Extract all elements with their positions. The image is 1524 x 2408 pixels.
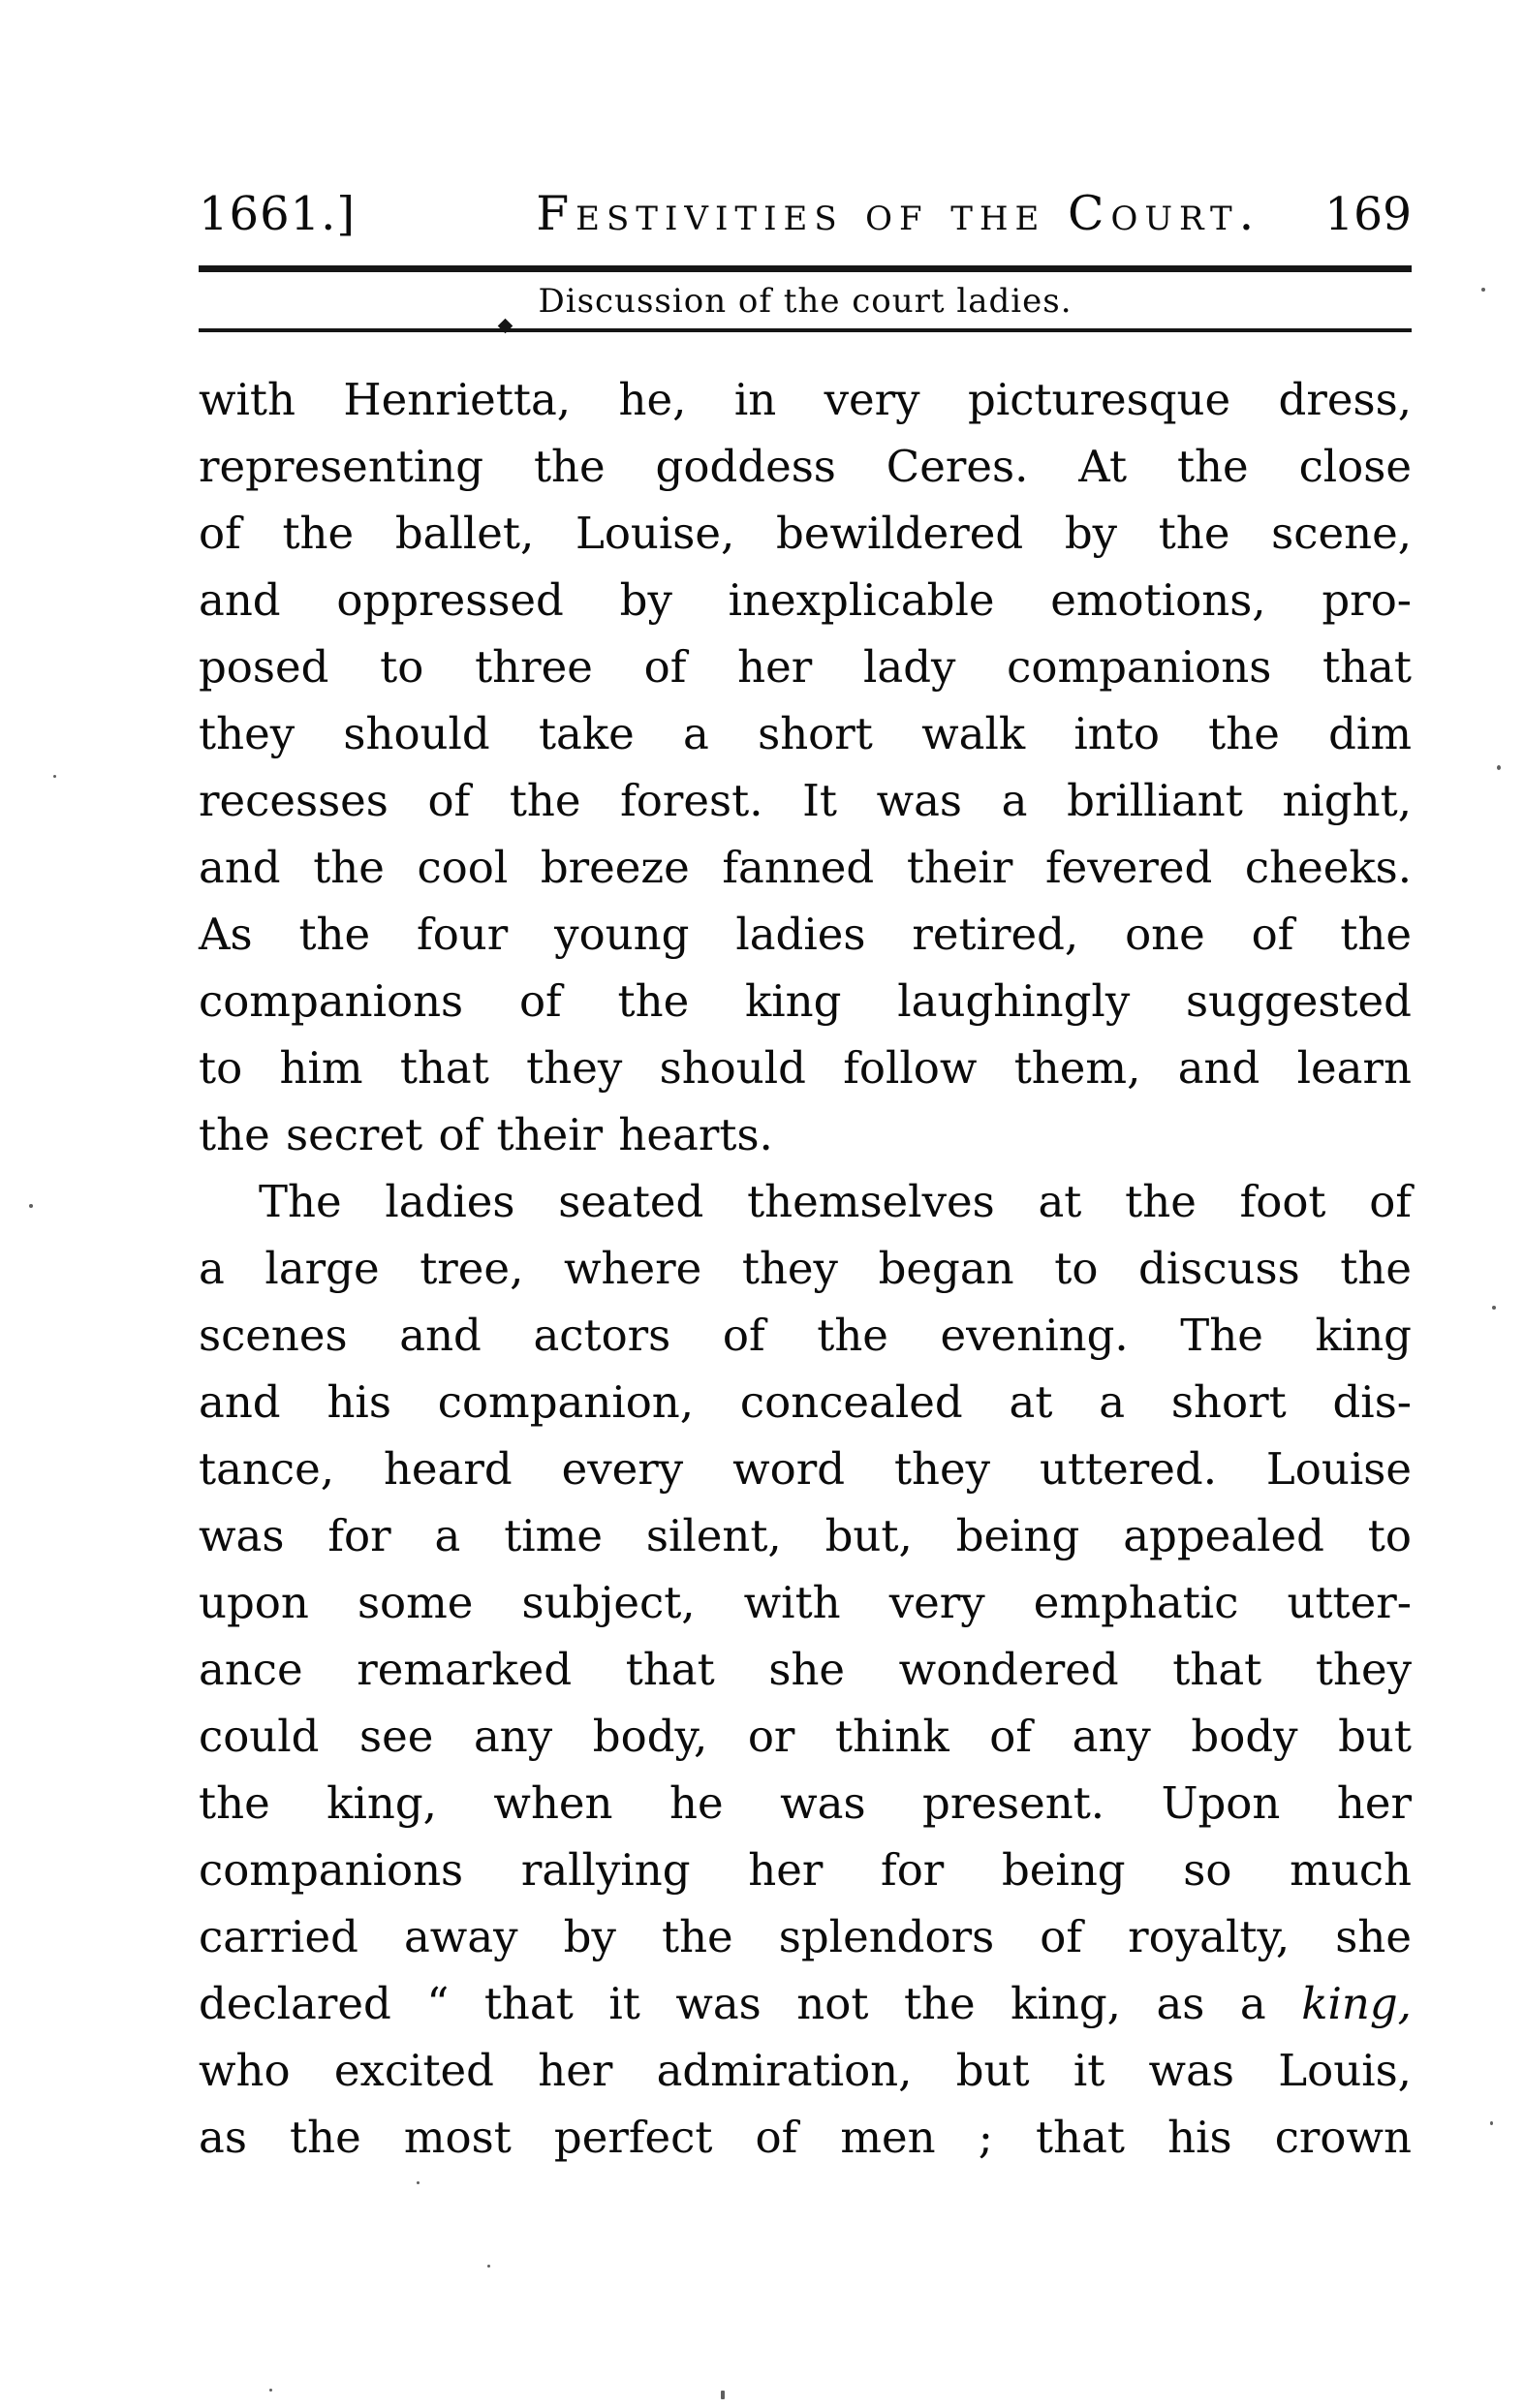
page-number: 169: [1324, 188, 1412, 241]
text-line: a large tree, where they began to discuss the: [199, 1243, 1412, 1294]
page-header: [199, 186, 1412, 241]
ink-speck: [269, 2389, 272, 2392]
ink-speck: [53, 775, 56, 778]
text-line: and the cool breeze fanned their fevered cheeks.: [199, 842, 1412, 893]
ink-speck: [721, 2391, 725, 2399]
text-line: as the most perfect of men ; that his crown: [199, 2112, 1412, 2163]
text-line: companions rallying her for being so much: [199, 1844, 1412, 1896]
text-line: was for a time silent, but, being appealed to: [199, 1510, 1412, 1561]
text-line: to him that they should follow them, and learn: [199, 1042, 1412, 1094]
text-line: The ladies seated themselves at the foot of: [259, 1176, 1412, 1227]
text-line: upon some subject, with very emphatic utter-: [199, 1577, 1412, 1628]
running-head-rule: [199, 328, 1412, 332]
text-line: they should take a short walk into the dim: [199, 708, 1412, 759]
text-line: could see any body, or think of any body but: [199, 1711, 1412, 1762]
running-head: Discussion of the court ladies.: [538, 282, 1073, 321]
text-line: [199, 1970, 1412, 2037]
text-line: and oppressed by inexplicable emotions, pro-: [199, 574, 1412, 626]
text-line: and his companion, concealed at a short dis-: [199, 1376, 1412, 1428]
text-line: the secret of their hearts.: [199, 1109, 773, 1160]
text-line: scenes and actors of the evening. The king: [199, 1310, 1412, 1361]
text-line: representing the goddess Ceres. At the close: [199, 441, 1412, 492]
page-title: Festivities of the Court.: [536, 186, 1261, 241]
text-line: recesses of the forest. It was a brilliant night,: [199, 775, 1412, 826]
text-line: the king, when he was present. Upon her: [199, 1777, 1412, 1829]
ink-speck: [1492, 1306, 1496, 1310]
text-segment: declared “ that it was not the king, as a: [199, 1978, 1302, 2029]
text-line: of the ballet, Louise, bewildered by the scene,: [199, 508, 1412, 559]
year-marker: 1661.]: [199, 187, 357, 241]
text-line: posed to three of her lady companions that: [199, 641, 1412, 693]
ink-speck: [417, 2181, 420, 2184]
body-text: [199, 366, 1412, 2171]
ink-speck: [1481, 288, 1485, 292]
text-line: with Henrietta, he, in very picturesque dress,: [199, 374, 1412, 425]
text-line: tance, heard every word they uttered. Louise: [199, 1443, 1412, 1495]
header-rule: [199, 265, 1412, 272]
text-line: companions of the king laughingly suggested: [199, 975, 1412, 1027]
italic-word: king,: [1301, 1978, 1412, 2029]
text-line: carried away by the splendors of royalty, she: [199, 1911, 1412, 1962]
ink-speck: [1490, 2121, 1493, 2125]
text-line: who excited her admiration, but it was Louis,: [199, 2045, 1412, 2096]
text-line: ance remarked that she wondered that they: [199, 1644, 1412, 1695]
text-line: As the four young ladies retired, one of the: [199, 909, 1412, 960]
ink-speck: [487, 2265, 490, 2268]
ink-speck: [29, 1204, 33, 1208]
ink-speck: [1497, 765, 1501, 770]
